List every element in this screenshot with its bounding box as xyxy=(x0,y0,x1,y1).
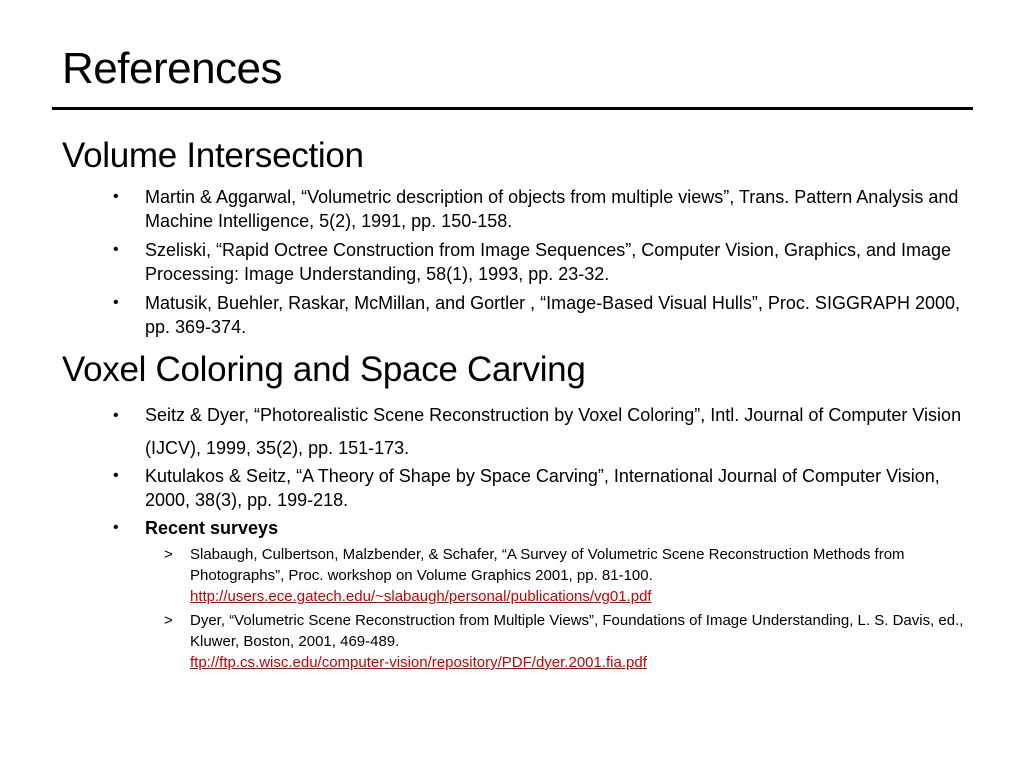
reference-title: “A Theory of Shape by Space Carving” xyxy=(296,466,604,486)
recent-surveys-item xyxy=(113,516,963,540)
bullet-icon: • xyxy=(113,467,119,484)
survey-link[interactable]: http://users.ece.gatech.edu/~slabaugh/personal/publications/vg01.pdf xyxy=(190,588,652,605)
title-divider xyxy=(52,107,973,110)
bullet-icon: • xyxy=(113,188,119,205)
survey-authors: Dyer, xyxy=(190,612,230,629)
bullet-icon: • xyxy=(113,519,119,536)
bullet-icon: • xyxy=(113,407,119,424)
survey-venue: , Proc. workshop on Volume Graphics 2001, pp. 81-100. xyxy=(280,567,653,584)
bullet-icon: • xyxy=(113,241,119,258)
survey-venue: , Foundations of Image Understanding, L. S. Davis, ed., Kluwer, Boston, 2001, 469-489. xyxy=(190,612,964,650)
reference-title: “Photorealistic Scene Reconstruction by Voxel Coloring” xyxy=(254,405,701,425)
survey-item xyxy=(164,610,984,673)
reference-title: “Rapid Octree Construction from Image Sequences” xyxy=(216,240,632,260)
reference-title: “Image-Based Visual Hulls” xyxy=(540,293,758,313)
survey-link[interactable]: ftp://ftp.cs.wisc.edu/computer-vision/repository/PDF/dyer.2001.fia.pdf xyxy=(190,654,647,671)
reference-authors: Szeliski, xyxy=(145,240,217,260)
recent-surveys-label: Recent surveys xyxy=(145,518,279,538)
reference-venue: , Computer Vision, Graphics, and Image Processing: Image Understanding, 58(1), 1993, pp. 23-32. xyxy=(145,240,952,284)
survey-authors: Slabaugh, Culbertson, Malzbender, & Schafer, xyxy=(190,546,502,563)
bullet-icon: • xyxy=(113,294,119,311)
reference-item xyxy=(113,185,963,233)
reference-authors: Matusik, Buehler, Raskar, McMillan, and Gortler , xyxy=(145,293,541,313)
reference-venue: , Proc. SIGGRAPH 2000, pp. 369-374. xyxy=(145,293,960,337)
reference-venue: , Intl. Journal of Computer Vision (IJCV), 1999, 35(2), pp. 151-173. xyxy=(145,405,962,458)
survey-title: “A Survey of Volumetric Scene Reconstruction Methods from Photographs” xyxy=(190,546,905,584)
sub-bullet-icon: > xyxy=(164,612,173,629)
slide-title: References xyxy=(62,44,283,93)
reference-venue: , International Journal of Computer Vision, 2000, 38(3), pp. 199-218. xyxy=(145,466,940,510)
reference-authors: Seitz & Dyer, xyxy=(145,405,255,425)
reference-title: “Volumetric description of objects from multiple views” xyxy=(301,187,730,207)
reference-authors: Kutulakos & Seitz, xyxy=(145,466,297,486)
section-heading-voxel-coloring: Voxel Coloring and Space Carving xyxy=(62,350,586,389)
reference-item xyxy=(113,291,963,339)
sub-bullet-icon: > xyxy=(164,546,173,563)
reference-item xyxy=(113,464,963,512)
reference-item xyxy=(113,238,963,286)
reference-authors: Martin & Aggarwal, xyxy=(145,187,302,207)
survey-item xyxy=(164,544,984,607)
section-heading-volume-intersection: Volume Intersection xyxy=(62,136,364,175)
survey-title: “Volumetric Scene Reconstruction from Multiple Views” xyxy=(229,612,595,629)
reference-venue: , Trans. Pattern Analysis and Machine Intelligence, 5(2), 1991, pp. 150-158. xyxy=(145,187,959,231)
reference-item xyxy=(113,399,963,465)
